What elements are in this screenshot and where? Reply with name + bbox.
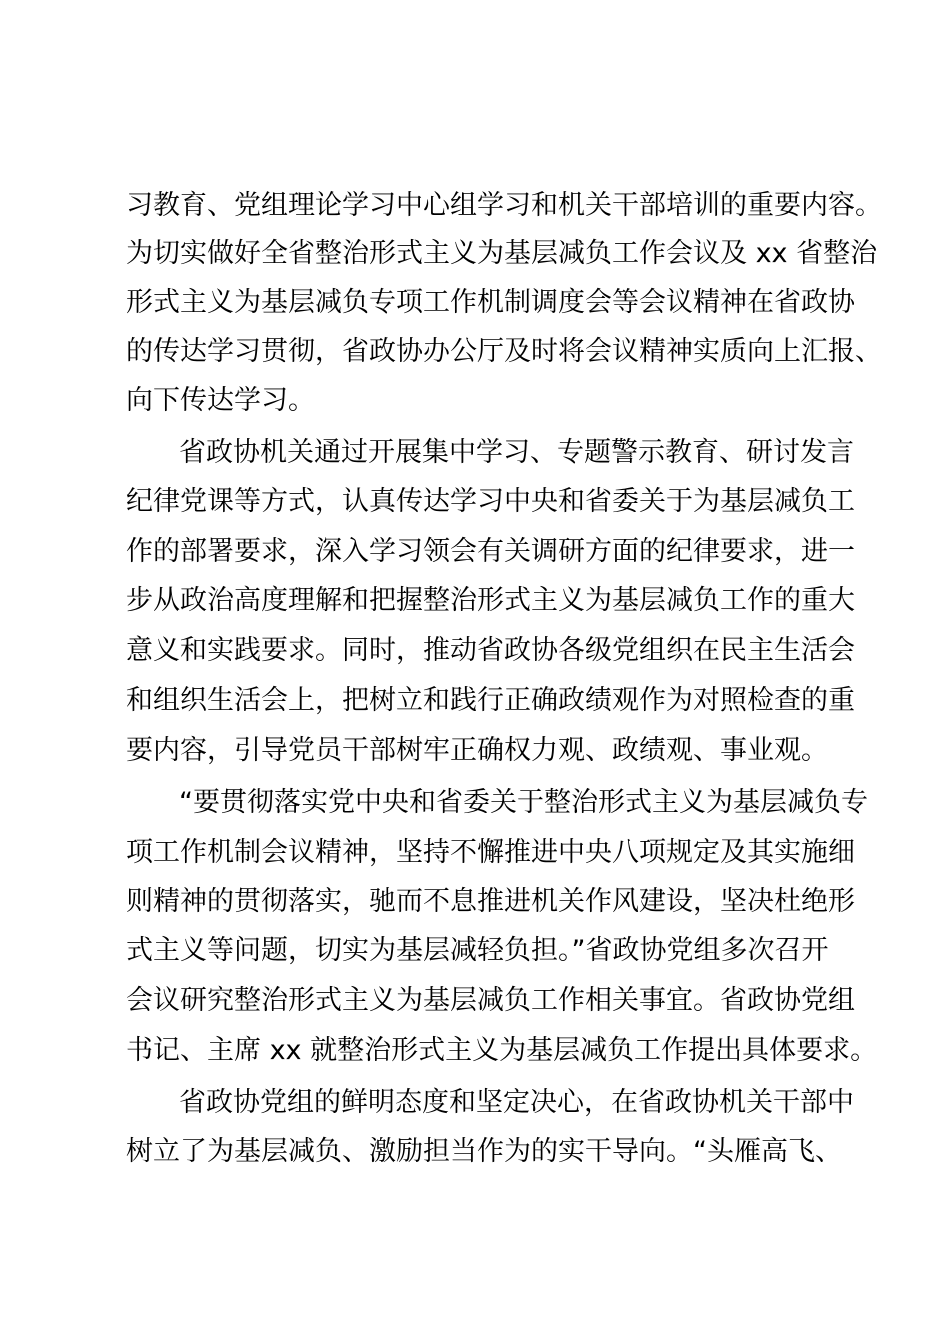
text-line: 的传达学习贯彻，省政协办公厅及时将会议精神实质向上汇报、 (126, 336, 882, 367)
text-line: 和组织生活会上，把树立和践行正确政绩观作为对照检查的重 (126, 685, 855, 716)
text-line: 步从政治高度理解和把握整治形式主义为基层减负工作的重大 (126, 585, 855, 616)
text-line: 树立了为基层减负、激励担当作为的实干导向。“头雁高飞、 (126, 1136, 842, 1167)
paragraph-first-line: 省政协党组的鲜明态度和坚定决心，在省政协机关干部中 (179, 1087, 854, 1118)
text-line: 则精神的贯彻落实，驰而不息推进机关作风建设，坚决杜绝形 (126, 886, 855, 917)
text-line: 要内容，引导党员干部树牢正确权力观、政绩观、事业观。 (126, 735, 828, 766)
text-line: 习教育、党组理论学习中心组学习和机关干部培训的重要内容。 (126, 190, 882, 221)
text-line: 作的部署要求，深入学习领会有关调研方面的纪律要求，进一 (126, 536, 855, 567)
text-line: 式主义等问题，切实为基层减轻负担。”省政协党组多次召开 (126, 935, 829, 966)
text-line: 形式主义为基层减负专项工作机制调度会等会议精神在省政协 (126, 287, 855, 318)
text-line: 纪律党课等方式，认真传达学习中央和省委关于为基层减负工 (126, 486, 855, 517)
text-line: 意义和实践要求。同时，推动省政协各级党组织在民主生活会 (126, 635, 855, 666)
text-line: 为切实做好全省整治形式主义为基层减负工作会议及 xx 省整治 (126, 238, 878, 269)
text-line: 书记、主席 xx 就整治形式主义为基层减负工作提出具体要求。 (126, 1035, 878, 1066)
text-line: 项工作机制会议精神，坚持不懈推进中央八项规定及其实施细 (126, 837, 855, 868)
paragraph-first-line: 省政协机关通过开展集中学习、专题警示教育、研讨发言 (179, 437, 854, 468)
paragraph-first-line: “要贯彻落实党中央和省委关于整治形式主义为基层减负专 (179, 787, 868, 818)
text-line: 向下传达学习。 (126, 385, 315, 416)
text-line: 会议研究整治形式主义为基层减负工作相关事宜。省政协党组 (126, 985, 855, 1016)
